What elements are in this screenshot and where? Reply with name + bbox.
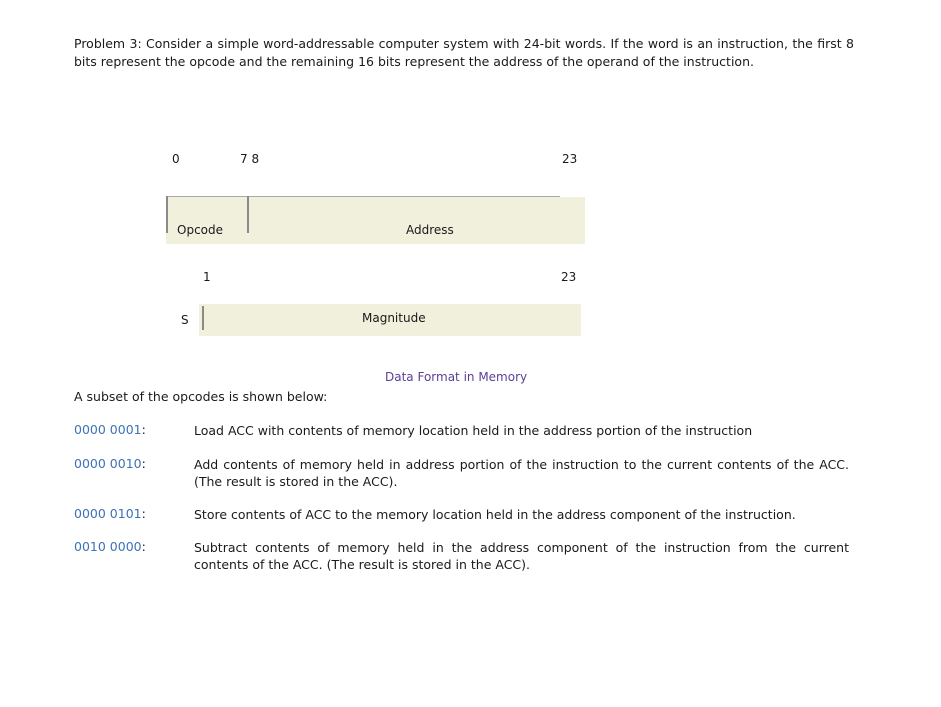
opcode-description: Add contents of memory held in address portion of the instruction to the current contents of the ACC. (The result is stored in the ACC). xyxy=(194,457,849,489)
data-bit-end: 23 xyxy=(561,270,577,284)
problem-statement: Problem 3: Consider a simple word-addressable computer system with 24-bit words. If the word is an instruction, the first 8 bits represent the opcode and the remaining 16 bits represent the address of the operand of the instruction. xyxy=(74,36,854,69)
opcode-list-intro: A subset of the opcodes is shown below: xyxy=(74,389,328,404)
diagram-caption: Data Format in Memory xyxy=(385,370,528,384)
sign-magnitude-divider xyxy=(202,306,204,330)
instruction-left-line xyxy=(166,196,168,233)
opcode-description: Subtract contents of memory held in the address component of the instruction from the current contents of the ACC. (The result is stored in the ACC). xyxy=(194,540,849,572)
sign-field-label: S xyxy=(181,313,189,327)
opcode-value: 0010 0000: xyxy=(74,539,146,554)
instruction-word-band xyxy=(166,197,585,244)
opcode-field-label: Opcode xyxy=(177,223,224,237)
address-field-label: Address xyxy=(406,223,454,237)
data-bit-start: 1 xyxy=(203,270,211,284)
opcode-description: Load ACC with contents of memory location held in the address portion of the instruction xyxy=(194,423,753,438)
magnitude-field-label: Magnitude xyxy=(362,311,426,325)
opcode-address-divider xyxy=(247,196,249,233)
opcode-description: Store contents of ACC to the memory location held in the address component of the instruction. xyxy=(194,507,796,522)
instruction-top-line xyxy=(166,196,560,197)
opcode-value: 0000 0001: xyxy=(74,422,146,437)
instruction-bit-end: 23 xyxy=(562,152,578,166)
opcode-value: 0000 0010: xyxy=(74,456,146,471)
instruction-bit-mid: 7 8 xyxy=(240,152,260,166)
instruction-bit-start: 0 xyxy=(172,152,180,166)
opcode-value: 0000 0101: xyxy=(74,506,146,521)
